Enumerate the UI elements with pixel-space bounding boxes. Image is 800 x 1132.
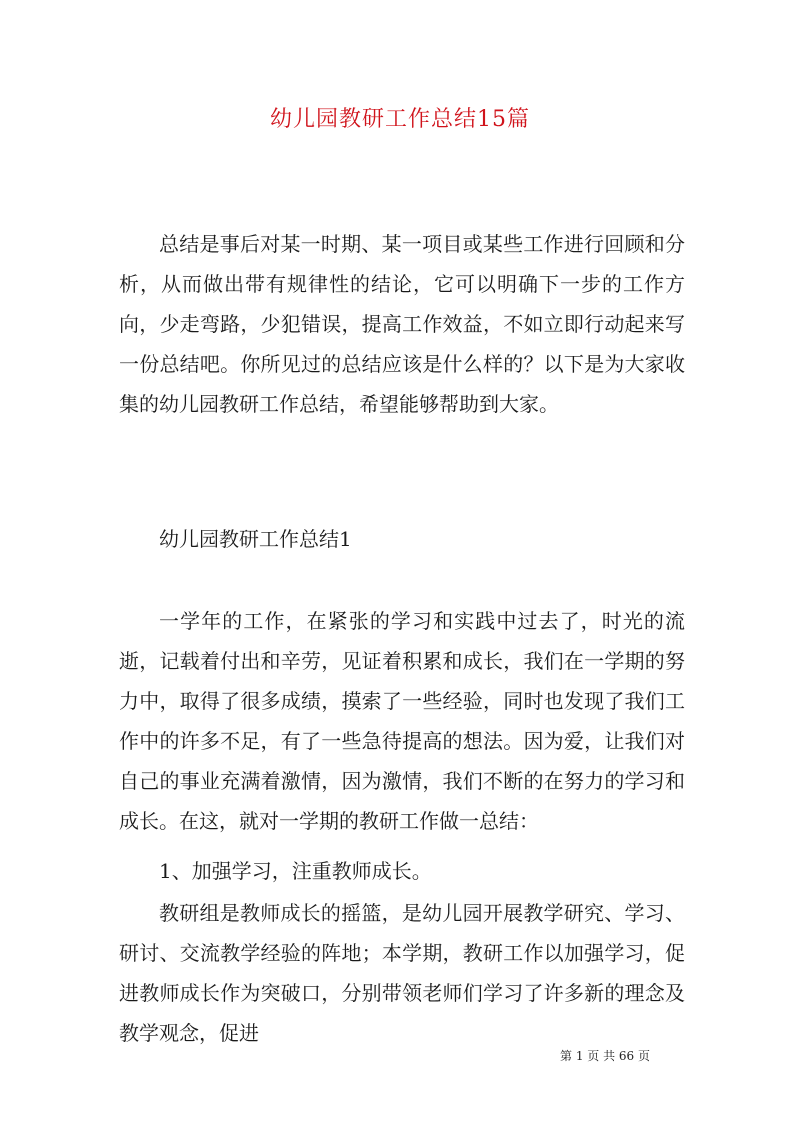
- numbered-item: 1、加强学习，注重教师成长。: [159, 859, 432, 883]
- body-paragraph: 教研组是教师成长的摇篮，是幼儿园开展教学研究、学习、研讨、交流教学经验的阵地；本学期，教研工作以加强学习，促进教师成长作为突破口，分别带领老师们学习了许多新的理念及教学观念，促进: [119, 901, 685, 1045]
- page-number: 第 1 页 共 66 页: [560, 1049, 650, 1063]
- intro-paragraph: 总结是事后对某一时期、某一项目或某些工作进行回顾和分析，从而做出带有规律性的结论，它可以明确下一步的工作方向，少走弯路，少犯错误，提高工作效益，不如立即行动起来写一份总结吧。你所见过的总结应该是什么样的？以下是为大家收集的幼儿园教研工作总结，希望能够帮助到大家。: [119, 232, 685, 416]
- body-paragraph: 一学年的工作，在紧张的学习和实践中过去了，时光的流逝，记载着付出和辛劳，见证着积累和成长，我们在一学期的努力中，取得了很多成绩，摸索了一些经验，同时也发现了我们工作中的许多不足，有了一些急待提高的想法。因为爱，让我们对自己的事业充满着激情，因为激情，我们不断的在努力的学习和成长。在这，就对一学期的教研工作做一总结：: [119, 609, 685, 833]
- document-title: 幼儿园教研工作总结15篇: [270, 107, 530, 132]
- section-heading: 幼儿园教研工作总结1: [159, 527, 352, 551]
